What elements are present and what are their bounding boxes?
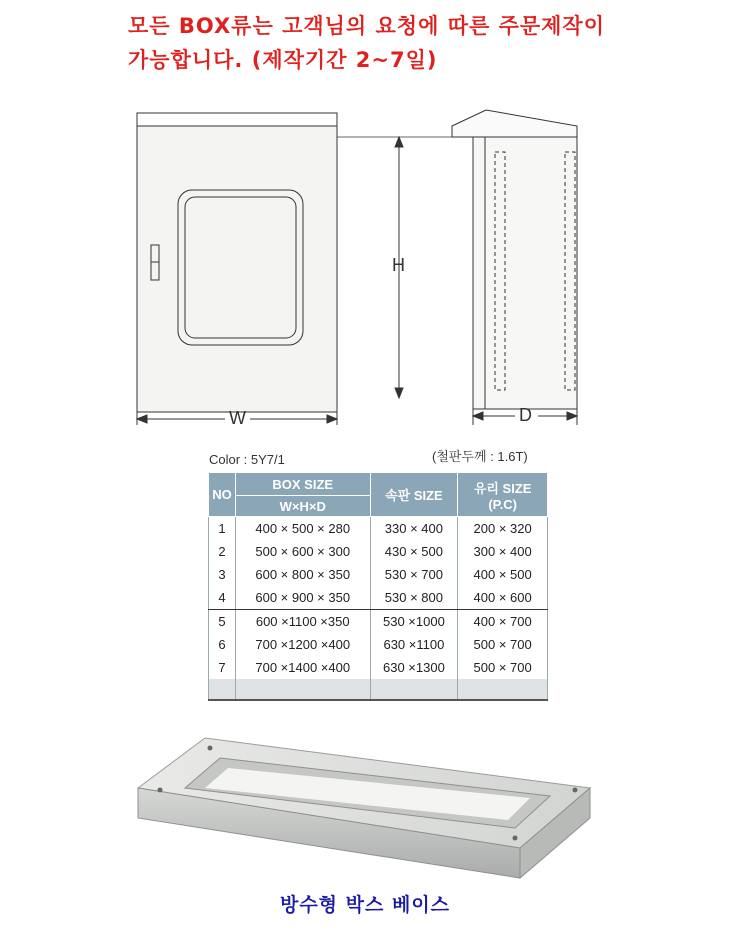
row-inner-size: 630 ×1300 [370,656,458,679]
header-no: NO [209,473,236,517]
row-box-size: 600 × 900 × 350 [235,586,370,610]
table-row [209,517,548,541]
header-inner-size: 속판 SIZE [370,473,458,517]
row-inner-size: 530 × 700 [370,563,458,586]
table-row-empty [209,679,548,700]
row-no: 2 [209,540,236,563]
table-row [209,540,548,563]
table-row [209,656,548,679]
row-inner-size: 630 ×1100 [370,633,458,656]
row-no: 4 [209,586,236,610]
row-box-size: 600 ×1100 ×350 [235,610,370,634]
row-box-size: 600 × 800 × 350 [235,563,370,586]
row-inner-size: 430 × 500 [370,540,458,563]
headline-line-1: 모든 BOX류는 고객님의 요청에 따른 주문제작이 [128,14,606,38]
depth-label: D [519,405,532,425]
table-row [209,563,548,586]
row-inner-size: 330 × 400 [370,517,458,541]
box-technical-drawing [0,0,730,440]
front-roof [137,113,337,126]
row-inner-size: 530 ×1000 [370,610,458,634]
header-box-dims: W×H×D [235,496,370,517]
spec-table [208,472,548,701]
row-no: 7 [209,656,236,679]
width-label: W [229,408,246,428]
table-row [209,633,548,656]
color-label: Color : 5Y7/1 [209,452,285,467]
row-no: 3 [209,563,236,586]
headline-line-2: 가능합니다. (제작기간 2~7일) [128,48,438,72]
header-glass-line-2: (P.C) [488,496,517,512]
product-caption: 방수형 박스 베이스 [279,894,451,916]
row-box-size: 700 ×1400 ×400 [235,656,370,679]
row-glass-size: 400 × 600 [458,586,548,610]
front-body [137,126,337,412]
row-inner-size: 530 × 800 [370,586,458,610]
side-body [473,137,577,409]
thickness-label: (철판두께 : 1.6T) [432,449,528,464]
box-base-illustration [120,728,640,888]
row-glass-size: 300 × 400 [458,540,548,563]
row-no: 5 [209,610,236,634]
table-row [209,610,548,634]
header-glass-size [458,473,548,517]
header-box-size: BOX SIZE [235,473,370,496]
row-no: 1 [209,517,236,541]
row-no: 6 [209,633,236,656]
row-box-size: 400 × 500 × 280 [235,517,370,541]
row-glass-size: 200 × 320 [458,517,548,541]
header-glass-line-1: 유리 SIZE [473,480,532,496]
row-box-size: 700 ×1200 ×400 [235,633,370,656]
row-glass-size: 500 × 700 [458,633,548,656]
row-glass-size: 500 × 700 [458,656,548,679]
side-roof [452,110,577,137]
row-glass-size: 400 × 700 [458,610,548,634]
row-glass-size: 400 × 500 [458,563,548,586]
row-box-size: 500 × 600 × 300 [235,540,370,563]
table-row [209,586,548,610]
height-label: H [392,255,405,275]
